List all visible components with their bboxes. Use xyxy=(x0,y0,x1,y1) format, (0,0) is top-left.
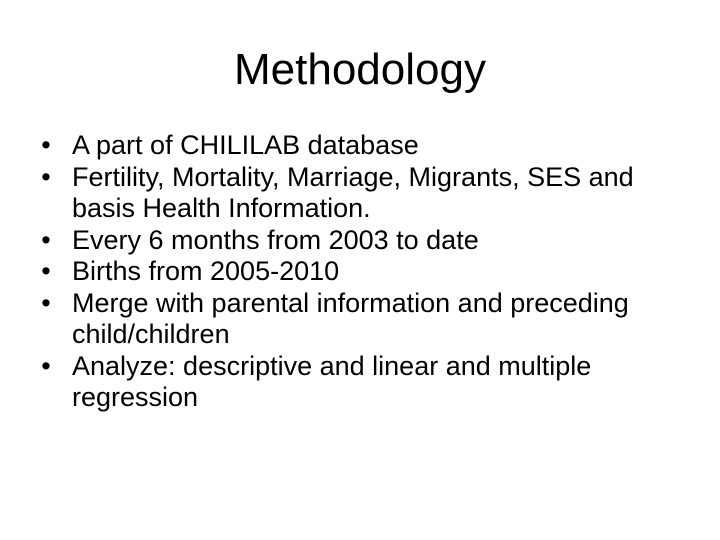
bullet-text: Fertility, Mortality, Marriage, Migrants, SES and basis Health Information. xyxy=(72,161,634,223)
bullet-text: Analyze: descriptive and linear and multiple regression xyxy=(72,350,592,412)
bullet-item xyxy=(36,162,686,225)
bullet-item xyxy=(36,130,686,162)
bullet-text: Merge with parental information and preceding child/children xyxy=(72,287,629,349)
bullet-icon: • xyxy=(41,256,51,286)
bullet-text: Every 6 months from 2003 to date xyxy=(72,224,479,255)
slide-title: Methodology xyxy=(234,45,486,94)
bullet-icon: • xyxy=(41,130,51,160)
bullet-item xyxy=(36,225,686,257)
bullet-item xyxy=(36,288,686,351)
bullet-text: Births from 2005-2010 xyxy=(72,256,340,286)
bullet-icon: • xyxy=(41,224,51,255)
bullet-icon: • xyxy=(41,350,51,381)
bullet-item xyxy=(36,256,686,288)
bullet-icon: • xyxy=(41,161,51,192)
bullet-icon: • xyxy=(41,287,51,318)
bullet-text: A part of CHILILAB database xyxy=(72,130,419,160)
bullet-list xyxy=(36,130,686,414)
bullet-item xyxy=(36,351,686,414)
